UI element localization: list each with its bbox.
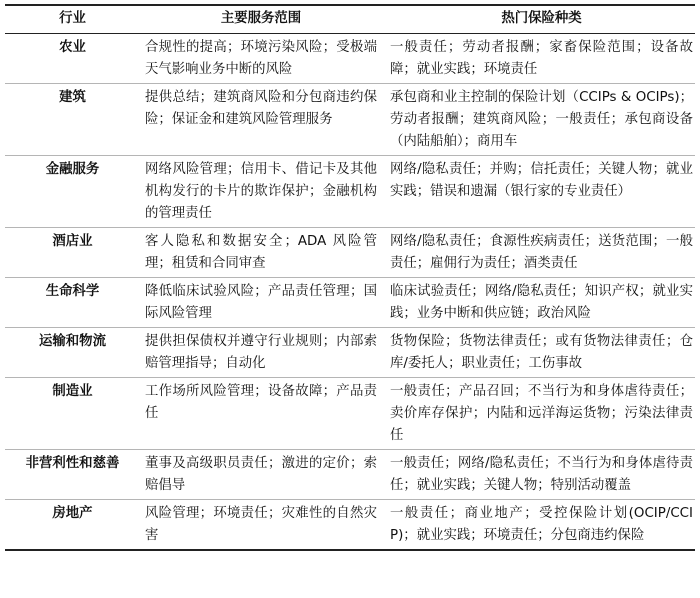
industry-cell: 生命科学 [45, 284, 100, 299]
table-row [5, 450, 695, 500]
header-services: 主要服务范围 [220, 11, 302, 26]
industry-cell: 建筑 [59, 90, 86, 105]
services-cell: 风险管理；环境责任；灾难性的自然灾害 [145, 506, 377, 543]
industry-cell: 运输和物流 [39, 334, 106, 349]
table-row [5, 34, 695, 84]
services-cell: 网络风险管理；信用卡、借记卡及其他机构发行的卡片的欺诈保护；金融机构的管理责任 [145, 162, 377, 221]
industry-insurance-table [5, 4, 695, 551]
table-row [5, 156, 695, 228]
industry-cell: 金融服务 [45, 162, 100, 177]
insurance-cell: 临床试验责任；网络/隐私责任；知识产权；就业实践；业务中断和供应链；政治风险 [390, 284, 693, 321]
table-row [5, 328, 695, 378]
industry-cell: 酒店业 [52, 234, 93, 249]
header-industry: 行业 [59, 11, 86, 26]
insurance-cell: 网络/隐私责任；并购；信托责任；关键人物；就业实践；错误和遗漏（银行家的专业责任） [390, 162, 693, 199]
insurance-cell: 网络/隐私责任；食源性疾病责任；送货范围；一般责任；雇佣行为责任；酒类责任 [390, 234, 693, 271]
services-cell: 合规性的提高；环境污染风险；受极端天气影响业务中断的风险 [145, 40, 377, 77]
insurance-cell: 货物保险；货物法律责任；或有货物法律责任；仓库/委托人；职业责任；工伤事故 [390, 334, 693, 371]
services-cell: 客人隐私和数据安全；ADA 风险管理；租赁和合同审查 [145, 234, 377, 271]
insurance-cell: 一般责任；商业地产；受控保险计划(OCIP/CCIP)；就业实践；环境责任；分包商违约保险 [390, 506, 693, 543]
header-insurance: 热门保险种类 [501, 11, 582, 26]
services-cell: 工作场所风险管理；设备故障；产品责任 [145, 384, 377, 421]
industry-cell: 农业 [59, 40, 86, 55]
insurance-cell: 一般责任；产品召回；不当行为和身体虐待责任；卖价库存保护；内陆和远洋海运货物；污染法律责任 [390, 384, 693, 443]
table-row [5, 228, 695, 278]
insurance-cell: 一般责任；劳动者报酬；家畜保险范围；设备故障；就业实践；环境责任 [390, 40, 693, 77]
insurance-cell: 承包商和业主控制的保险计划（CCIPs & OCIPs)；劳动者报酬；建筑商风险；一般责任；承包商设备（内陆船舶）；商用车 [390, 90, 693, 149]
table-row [5, 84, 695, 156]
table-header-row [5, 4, 695, 34]
services-cell: 董事及高级职员责任；激进的定价；索赔倡导 [145, 456, 377, 493]
industry-cell: 制造业 [52, 384, 93, 399]
services-cell: 提供担保债权并遵守行业规则；内部索赔管理指导；自动化 [145, 334, 377, 371]
industry-cell: 非营利性和慈善 [25, 456, 120, 471]
table-row [5, 500, 695, 551]
insurance-cell: 一般责任；网络/隐私责任；不当行为和身体虐待责任；就业实践；关键人物；特别活动覆盖 [390, 456, 693, 493]
industry-cell: 房地产 [52, 506, 93, 521]
table-row [5, 378, 695, 450]
services-cell: 提供总结；建筑商风险和分包商违约保险；保证金和建筑风险管理服务 [145, 90, 377, 127]
services-cell: 降低临床试验风险；产品责任管理；国际风险管理 [145, 284, 377, 321]
table-row [5, 278, 695, 328]
